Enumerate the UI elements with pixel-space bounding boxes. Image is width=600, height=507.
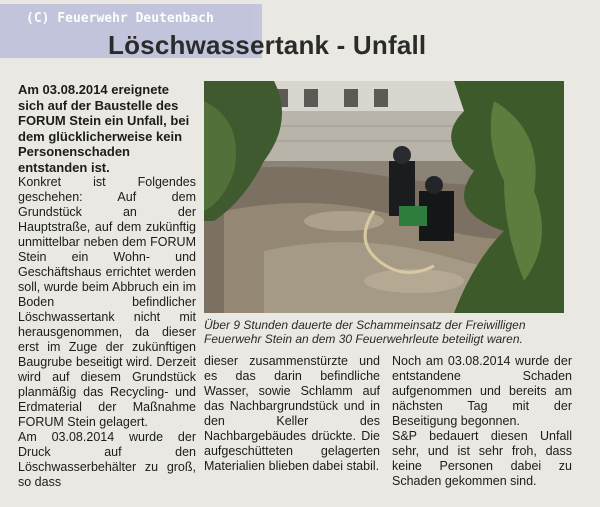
body-paragraph-1: Konkret ist Folgendes geschehen: Auf dem Grundstück an der Hauptstraße, auf dem zukünftig unmittelbar neben dem FORUM Stein ein Wohn- und Geschäftshaus errichtet werden soll, wurde beim Abbruch ein im Boden befindlicher Löschwassertank nicht mit herausgenommen, da dieser erst im Zuge der zukünftigen Baugrube beseitigt wird. Derzeit wird auf diesem Grundstück planmäßig das Recycling- und Erdmaterial der Maßnahme FORUM Stein gelagert.: [18, 175, 196, 429]
watermark-banner: (C) Feuerwehr Deutenbach: [0, 4, 262, 58]
article-title: Löschwassertank - Unfall: [108, 30, 427, 60]
body-paragraph-5: S&P bedauert diesen Unfall sehr, und ist sehr froh, dass keine Personen dabei zu Schaden gekommen sind.: [392, 429, 572, 488]
photo-caption: Über 9 Stunden dauerte der Schammeinsatz der Freiwilligen Feuerwehr Stein an dem 30 Feuerwehrleute beteiligt waren.: [204, 318, 526, 346]
body-paragraph-4: Noch am 03.08.2014 wurde der entstandene Schaden aufgenommen und bereits am nächsten Tag mit der Beseitigung begonnen.: [392, 354, 572, 428]
body-paragraph-2: Am 03.08.2014 wurde der Druck auf den Löschwasserbehälter zu groß, so dass: [18, 430, 196, 489]
mud-scene-illustration: [204, 81, 564, 313]
body-paragraph-3: dieser zusammenstürzte und es das darin befindliche Wasser, sowie Schlamm auf das Nachbargrundstück und in den Keller des Nachbargebäudes drückte. Die aufgeschütteten gelagerten Materialien blieben dabei stabil.: [204, 354, 380, 473]
article-lead: Am 03.08.2014 ereignete sich auf der Baustelle des FORUM Stein ein Unfall, bei dem glücklicherweise kein Personenschaden entstanden ist.: [18, 82, 190, 175]
article-photo: [204, 81, 564, 313]
text-column-3: [392, 354, 572, 489]
text-column-1: [18, 82, 196, 490]
text-column-2: [204, 354, 380, 474]
